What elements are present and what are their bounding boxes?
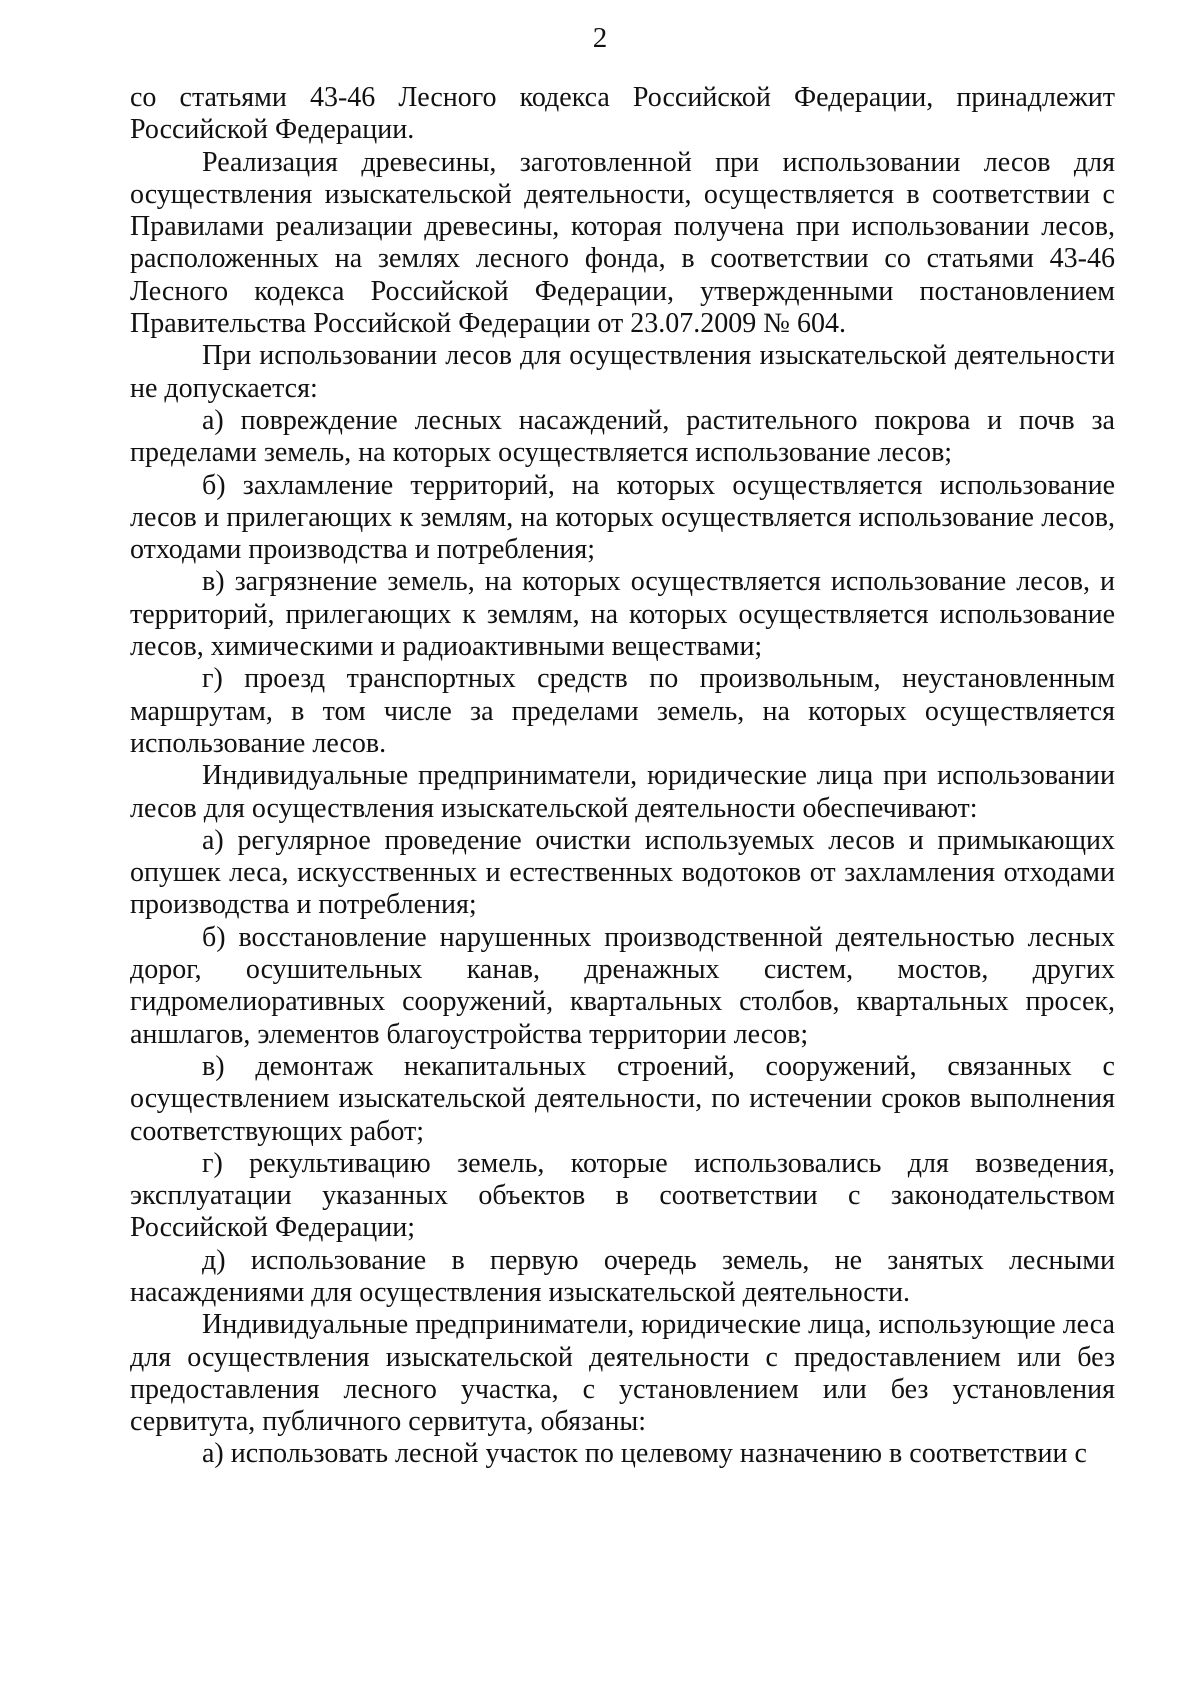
paragraph: б) захламление территорий, на которых осуществляется использование лесов и прилегающих к землям, на которых осуществляется использование лесов, отходами производства и потребления; (130, 469, 1115, 566)
paragraph: г) проезд транспортных средств по произвольным, неустановленным маршрутам, в том числе за пределами земель, на которых осуществляется использование лесов. (130, 663, 1115, 759)
paragraph: а) использовать лесной участок по целевому назначению в соответствии с (202, 1438, 1087, 1470)
paragraph: Индивидуальные предприниматели, юридические лица при использовании лесов для осуществления изыскательской деятельности обеспечивают: (130, 760, 1115, 824)
page-number: 2 (592, 22, 608, 54)
paragraph: б) восстановление нарушенных производственной деятельностью лесных дорог, осушительных канав, дренажных систем, мостов, других гидромелиоративных сооружений, квартальных столбов, квартальных просек, аншлагов, элементов благоустройства территории лесов; (130, 921, 1115, 1050)
paragraph: д) использование в первую очередь земель, не занятых лесными насаждениями для осуществления изыскательской деятельности. (130, 1244, 1115, 1308)
paragraph: Индивидуальные предприниматели, юридические лица, использующие леса для осуществления изыскательской деятельности с предоставлением или без предоставления лесного участка, с установлением или без установления сервитута, публичного сервитута, обязаны: (130, 1309, 1115, 1438)
paragraph: в) демонтаж некапитальных строений, сооружений, связанных с осуществлением изыскательской деятельности, по истечении сроков выполнения соответствующих работ; (130, 1050, 1115, 1147)
paragraph: а) повреждение лесных насаждений, растительного покрова и почв за пределами земель, на которых осуществляется использование лесов; (130, 404, 1115, 469)
paragraph: При использовании лесов для осуществления изыскательской деятельности не допускается: (130, 340, 1115, 404)
paragraph: со статьями 43-46 Лесного кодекса Российской Федерации, принадлежит Российской Федерации. (130, 82, 1115, 146)
paragraph: Реализация древесины, заготовленной при использовании лесов для осуществления изыскательской деятельности, осуществляется в соответствии с Правилами реализации древесины, которая получена при использовании лесов, расположенных на землях лесного фонда, в соответствии со статьями 43-46 Лесного кодекса Российской Федерации, утвержденными постановлением Правительства Российской Федерации от 23.07.2009 № 604. (130, 146, 1115, 340)
document-body (130, 82, 1115, 1471)
paragraph: а) регулярное проведение очистки используемых лесов и примыкающих опушек леса, искусственных и естественных водотоков от захламления отходами производства и потребления; (130, 824, 1115, 921)
paragraph: г) рекультивацию земель, которые использовались для возведения, эксплуатации указанных объектов в соответствии с законодательством Российской Федерации; (130, 1147, 1115, 1244)
paragraph: в) загрязнение земель, на которых осуществляется использование лесов, и территорий, прилегающих к землям, на которых осуществляется использование лесов, химическими и радиоактивными веществами; (130, 566, 1115, 663)
